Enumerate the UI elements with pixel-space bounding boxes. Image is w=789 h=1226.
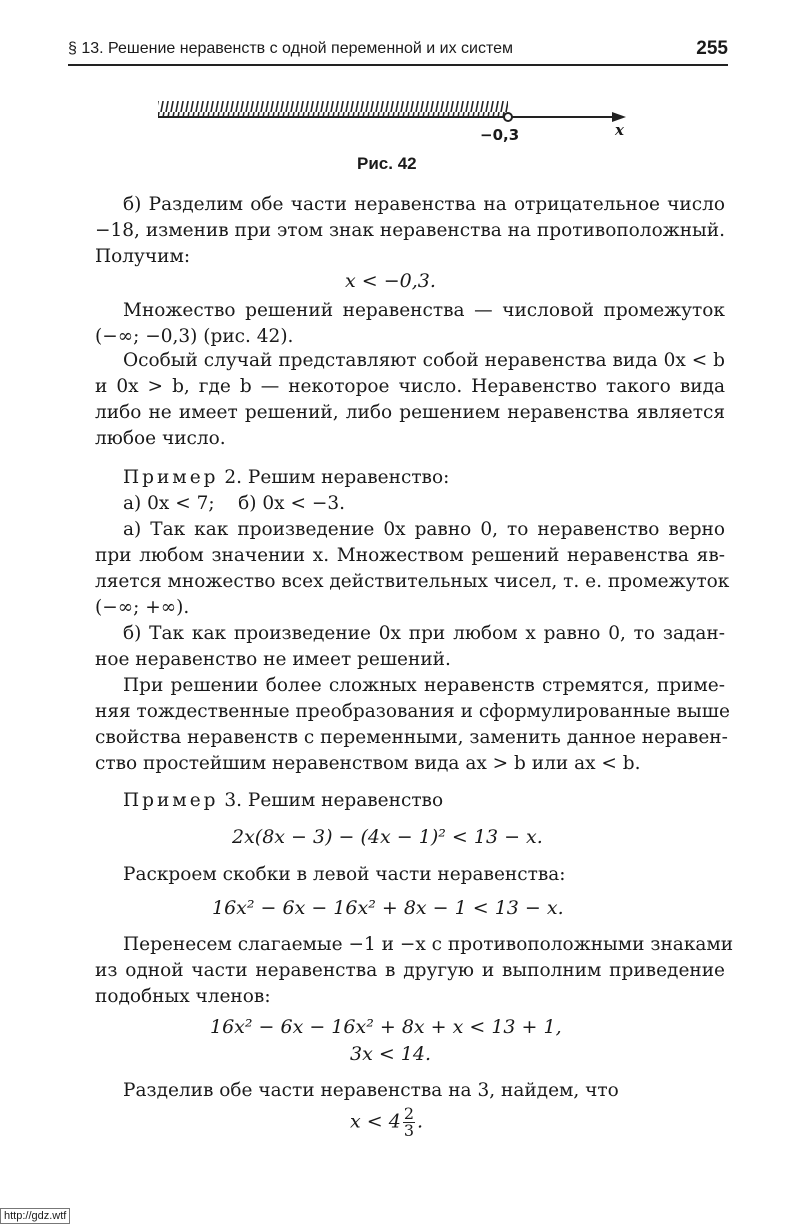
formula-6-lhs: x < 4 — [350, 1110, 401, 1133]
text-line: няя тождественные преобразования и сформулированные выше — [95, 701, 730, 722]
axis-label: x — [615, 121, 624, 139]
paragraph-open-brackets: Раскроем скобки в левой части неравенства: — [123, 864, 566, 885]
formula-1: x < −0,3. — [345, 270, 436, 292]
text-line: ство простейшим неравенством вида ax > b или ax < b. — [95, 753, 641, 774]
formula-4: 16x² − 6x − 16x² + 8x + x < 13 + 1, — [210, 1016, 562, 1038]
solution-hatching — [158, 101, 508, 117]
text-line: любое число. — [95, 428, 226, 449]
text-line: а) Так как произведение 0x равно 0, то неравенство верно — [123, 519, 725, 540]
text-line: Множество решений неравенства — числовой промежуток — [123, 300, 725, 321]
text-line: Особый случай представляют собой неравенства вида 0x < b — [123, 350, 725, 371]
text-line: Получим: — [95, 246, 191, 267]
example-3-heading — [95, 788, 725, 814]
example-text: 2. Решим неравенство: — [218, 467, 450, 488]
figure-caption: Рис. 42 — [357, 154, 417, 173]
example-2-heading — [95, 465, 725, 491]
text-line: при любом значении x. Множеством решений неравенства яв- — [95, 545, 725, 566]
text-line: ляется множество всех действительных чисел, т. е. промежуток — [95, 571, 730, 592]
text-line: б) Разделим обе части неравенства на отрицательное число — [123, 194, 725, 215]
text-line: (−∞; +∞). — [95, 597, 190, 618]
text-line: ное неравенство не имеет решений. — [95, 649, 451, 670]
formula-6-end: . — [417, 1110, 424, 1133]
example-label: Пример — [123, 467, 219, 488]
text-line: Перенесем слагаемые −1 и −x с противоположными знаками — [123, 934, 734, 955]
text-line: При решении более сложных неравенств стремятся, приме- — [123, 675, 725, 696]
text-line: б) Так как произведение 0x при любом x равно 0, то задан- — [123, 623, 725, 644]
paragraph-b — [95, 192, 725, 270]
text-line: (−∞; −0,3) (рис. 42). — [95, 326, 294, 347]
page-header — [68, 38, 728, 66]
formula-2: 2x(8x − 3) − (4x − 1)² < 13 − x. — [232, 826, 543, 848]
paragraph-special-case — [95, 348, 725, 452]
fraction — [403, 1106, 415, 1139]
text-line: −18, изменив при этом знак неравенства на противоположный. — [95, 220, 725, 241]
fraction-denominator: 3 — [403, 1121, 414, 1140]
open-point — [504, 113, 512, 121]
formula-6 — [350, 1106, 423, 1139]
point-label: −0,3 — [480, 126, 520, 144]
text-line: либо не имеет решений, либо решением неравенства является — [95, 402, 725, 423]
number-line-figure — [150, 96, 640, 146]
section-title: § 13. Решение неравенств с одной переменной и их систем — [68, 40, 514, 57]
source-url: http://gdz.wtf — [0, 1208, 70, 1224]
paragraph-divide: Разделив обе части неравенства на 3, найдем, что — [123, 1080, 619, 1101]
text-line: и 0x > b, где b — некоторое число. Неравенство такого вида — [95, 376, 725, 397]
paragraph-complex — [95, 673, 730, 777]
paragraph-move-terms — [95, 932, 734, 1010]
paragraph-b2 — [95, 621, 725, 673]
page-number: 255 — [696, 38, 728, 59]
paragraph-a2 — [95, 517, 730, 621]
example-label: Пример — [123, 790, 219, 811]
text-line: свойства неравенств с переменными, заменить данное неравен- — [95, 727, 728, 748]
formula-3: 16x² − 6x − 16x² + 8x − 1 < 13 − x. — [212, 897, 564, 919]
formula-5: 3x < 14. — [350, 1043, 432, 1065]
text-line: подобных членов: — [95, 986, 271, 1007]
paragraph-solution-set — [95, 298, 725, 350]
example-text: 3. Решим неравенство — [218, 790, 444, 811]
fraction-numerator: 2 — [403, 1104, 414, 1123]
number-line-svg — [150, 96, 640, 146]
text-line: из одной части неравенства в другую и выполним приведение — [95, 960, 725, 981]
example-2-items: а) 0x < 7; б) 0x < −3. — [123, 493, 345, 514]
